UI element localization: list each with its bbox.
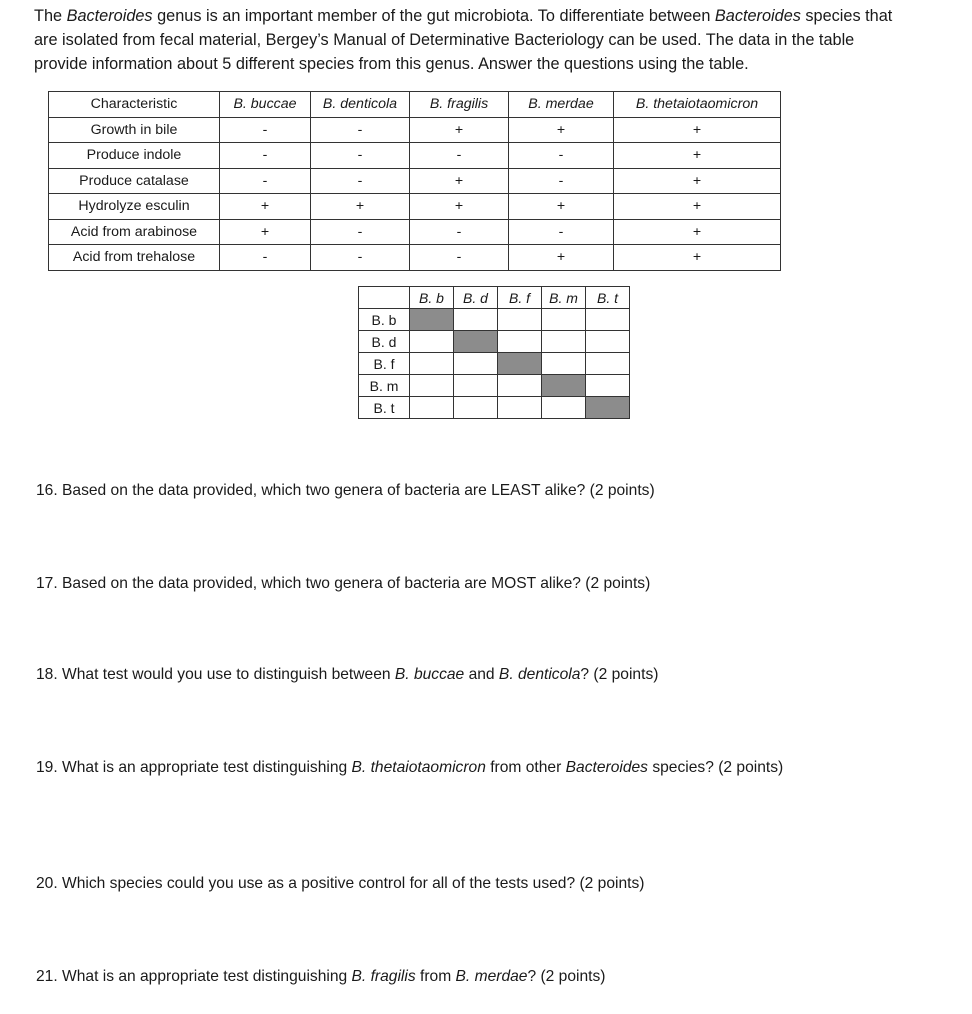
grid-cell[interactable]	[410, 397, 454, 419]
intro-line-3: provide information about 5 different species from this genus. Answer the questions using the table.	[34, 55, 749, 73]
table-cell: -	[509, 219, 614, 245]
grid-cell[interactable]	[586, 353, 630, 375]
grid-cell-shaded	[498, 353, 542, 375]
question-17: 17. Based on the data provided, which two genera of bacteria are MOST alike? (2 points)	[36, 575, 651, 592]
table-row	[49, 143, 781, 169]
table-cell: +	[220, 194, 311, 220]
intro-paragraph	[34, 4, 964, 76]
grid-cell[interactable]	[542, 331, 586, 353]
grid-cell-shaded	[586, 397, 630, 419]
grid-cell-shaded	[410, 309, 454, 331]
grid-cell[interactable]	[498, 375, 542, 397]
column-header: Characteristic	[49, 92, 220, 118]
table-cell: -	[311, 143, 410, 169]
row-label: Acid from arabinose	[49, 219, 220, 245]
species-name: B. denticola	[498, 666, 581, 683]
question-20: 20. Which species could you use as a positive control for all of the tests used? (2 points)	[36, 875, 645, 892]
row-label: Produce catalase	[49, 168, 220, 194]
column-header: B. buccae	[220, 92, 311, 118]
grid-cell[interactable]	[498, 397, 542, 419]
table-cell: -	[311, 168, 410, 194]
table-cell: -	[410, 219, 509, 245]
intro-text: species that	[800, 7, 893, 25]
table-cell: -	[311, 117, 410, 143]
table-header-row	[49, 92, 781, 118]
table-row	[49, 219, 781, 245]
grid-cell[interactable]	[454, 397, 498, 419]
grid-row	[359, 331, 630, 353]
grid-row	[359, 375, 630, 397]
grid-cell[interactable]	[542, 353, 586, 375]
grid-row	[359, 397, 630, 419]
table-row	[49, 168, 781, 194]
grid-cell[interactable]	[586, 375, 630, 397]
grid-cell[interactable]	[586, 309, 630, 331]
grid-header-row	[359, 287, 630, 309]
row-label: Acid from trehalose	[49, 245, 220, 271]
grid-row	[359, 353, 630, 375]
table-cell: -	[410, 143, 509, 169]
grid-column-header: B. d	[454, 287, 498, 309]
question-text: 19. What is an appropriate test distinguishing	[36, 759, 352, 776]
table-cell: +	[509, 194, 614, 220]
table-cell: -	[509, 143, 614, 169]
table-cell: -	[220, 117, 311, 143]
table-cell: +	[509, 245, 614, 271]
table-cell: +	[614, 219, 781, 245]
question-text: 18. What test would you use to distinguish between	[36, 666, 395, 683]
question-19	[36, 759, 783, 777]
row-label: Hydrolyze esculin	[49, 194, 220, 220]
question-21	[36, 968, 606, 986]
table-row	[49, 245, 781, 271]
grid-row-header: B. d	[359, 331, 410, 353]
grid-cell[interactable]	[498, 309, 542, 331]
question-text: from	[415, 968, 456, 985]
table-row	[49, 117, 781, 143]
column-header: B. denticola	[311, 92, 410, 118]
grid-row-header: B. t	[359, 397, 410, 419]
grid-cell-shaded	[542, 375, 586, 397]
intro-text: The	[34, 7, 67, 25]
table-cell: -	[509, 168, 614, 194]
grid-row-header: B. b	[359, 309, 410, 331]
column-header: B. thetaiotaomicron	[614, 92, 781, 118]
grid-cell[interactable]	[542, 397, 586, 419]
column-header: B. merdae	[509, 92, 614, 118]
grid-column-header: B. b	[410, 287, 454, 309]
grid-column-header: B. f	[498, 287, 542, 309]
grid-cell[interactable]	[498, 331, 542, 353]
column-header: B. fragilis	[410, 92, 509, 118]
comparison-grid	[358, 286, 630, 419]
question-text: and	[464, 666, 499, 683]
table-cell: +	[410, 168, 509, 194]
species-name: B. fragilis	[351, 968, 416, 985]
table-cell: +	[410, 194, 509, 220]
table-cell: +	[311, 194, 410, 220]
intro-line-1	[34, 4, 964, 28]
table-cell: +	[410, 117, 509, 143]
grid-cell[interactable]	[542, 309, 586, 331]
table-cell: +	[509, 117, 614, 143]
table-cell: -	[311, 219, 410, 245]
species-name: B. thetaiotaomicron	[351, 759, 486, 776]
question-18	[36, 666, 658, 684]
grid-cell[interactable]	[454, 309, 498, 331]
grid-column-header: B. m	[542, 287, 586, 309]
table-cell: +	[614, 168, 781, 194]
table-cell: +	[614, 194, 781, 220]
grid-column-header: B. t	[586, 287, 630, 309]
intro-text: genus is an important member of the gut microbiota. To differentiate between	[152, 7, 715, 25]
intro-line-2: are isolated from fecal material, Bergey’s Manual of Determinative Bacteriology can be used. The data in the table	[34, 31, 855, 49]
table-cell: -	[220, 245, 311, 271]
table-cell: -	[410, 245, 509, 271]
question-text: from other	[485, 759, 566, 776]
table-cell: -	[220, 143, 311, 169]
row-label: Produce indole	[49, 143, 220, 169]
grid-cell-shaded	[454, 331, 498, 353]
grid-cell[interactable]	[410, 353, 454, 375]
question-text: 21. What is an appropriate test distinguishing	[36, 968, 352, 985]
grid-corner	[359, 287, 410, 309]
table-cell: +	[614, 143, 781, 169]
grid-cell[interactable]	[410, 331, 454, 353]
table-cell: +	[614, 117, 781, 143]
genus-name: Bacteroides	[66, 7, 153, 25]
grid-row-header: B. m	[359, 375, 410, 397]
grid-row	[359, 309, 630, 331]
table-cell: -	[220, 168, 311, 194]
row-label: Growth in bile	[49, 117, 220, 143]
question-text: species? (2 points)	[647, 759, 784, 776]
question-text: ? (2 points)	[580, 666, 659, 683]
question-text: ? (2 points)	[527, 968, 606, 985]
species-name: B. buccae	[394, 666, 465, 683]
species-name: B. merdae	[455, 968, 528, 985]
grid-cell[interactable]	[586, 331, 630, 353]
genus-name: Bacteroides	[565, 759, 648, 776]
grid-cell[interactable]	[410, 375, 454, 397]
characteristics-table	[48, 91, 781, 271]
genus-name: Bacteroides	[714, 7, 801, 25]
question-16: 16. Based on the data provided, which two genera of bacteria are LEAST alike? (2 points)	[36, 482, 655, 499]
table-cell: +	[614, 245, 781, 271]
table-cell: -	[311, 245, 410, 271]
grid-cell[interactable]	[454, 375, 498, 397]
grid-row-header: B. f	[359, 353, 410, 375]
grid-cell[interactable]	[454, 353, 498, 375]
table-row	[49, 194, 781, 220]
table-cell: +	[220, 219, 311, 245]
